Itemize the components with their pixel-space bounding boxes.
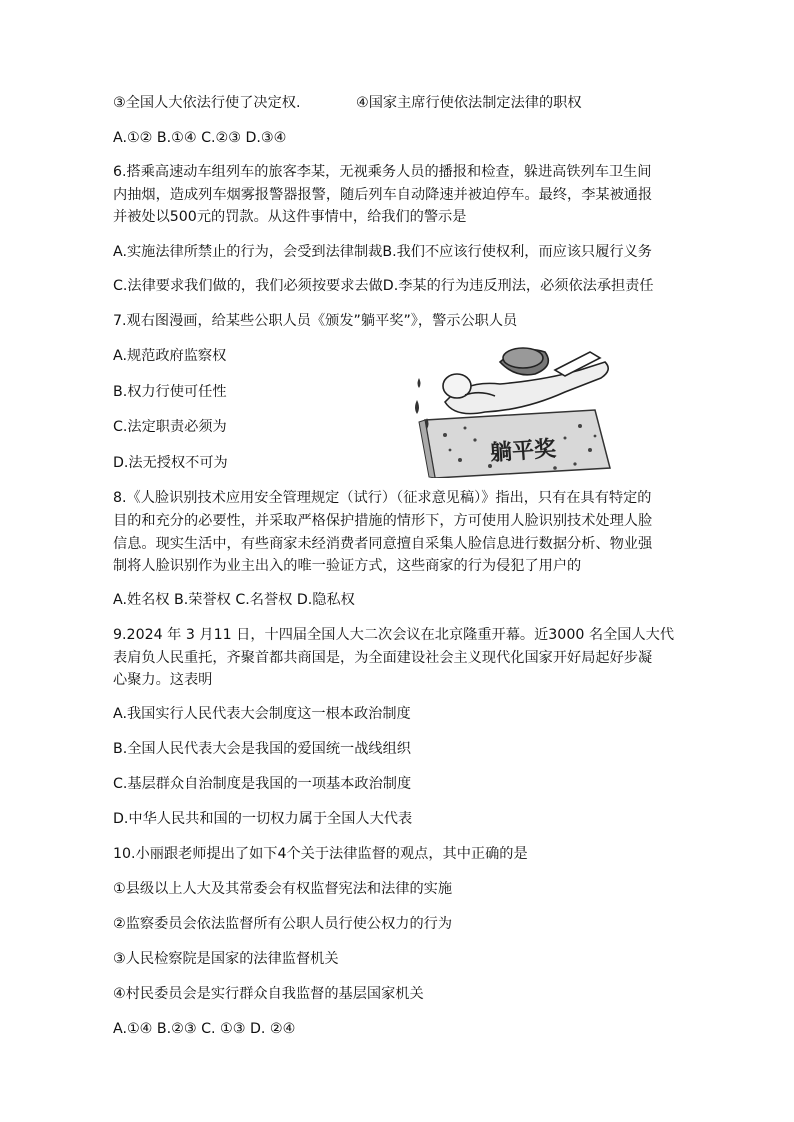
award-sign-text: 躺平奖 — [489, 435, 557, 467]
question-9-option-a: A.我国实行人民代表大会制度这一根本政治制度 — [113, 706, 411, 722]
question-9-option-d: D.中华人民共和国的一切权力属于全国人大代表 — [113, 811, 413, 827]
question-10: 10.小丽跟老师提出了如下4个关于法律监督的观点，其中正确的是 — [113, 846, 528, 862]
question-9-line-1: 9.2024 年 3 月11 日，十四届全国人大二次会议在北京隆重开幕。近3000 名全国人大代 — [113, 627, 675, 643]
question-10-statement-1: ①县级以上人大及其常委会有权监督宪法和法律的实施 — [113, 881, 453, 897]
line-1b: ④国家主席行使依法制定法律的职权 — [356, 95, 582, 111]
question-9-line-3: 心聚力。这表明 — [113, 672, 213, 688]
question-10-statement-4: ④村民委员会是实行群众自我监督的基层国家机关 — [113, 986, 424, 1002]
question-7-option-b: B.权力行使可任性 — [113, 384, 227, 400]
question-7-option-d: D.法无授权不可为 — [113, 455, 228, 471]
question-8-options: A.姓名权 B.荣誉权 C.名誉权 D.隐私权 — [113, 592, 355, 608]
question-10-statement-3: ③人民检察院是国家的法律监督机关 — [113, 951, 339, 967]
question-8-line-1: 8.《人脸识别技术应用安全管理规定（试行）（征求意见稿）》指出，只有在具有特定的 — [113, 490, 652, 506]
question-6-line-3: 并被处以500元的罚款。从这件事情中，给我们的警示是 — [113, 209, 467, 225]
question-6-line-2: 内抽烟，造成列车烟雾报警器报警，随后列车自动降速并被迫停车。最终，李某被通报 — [113, 187, 653, 203]
question-9-option-b: B.全国人民代表大会是我国的爱国统一战线组织 — [113, 741, 411, 757]
line-2: A.①② B.①④ C.②③ D.③④ — [113, 130, 287, 146]
question-8-line-4: 制将人脸识别作为业主出入的唯一验证方式，这些商家的行为侵犯了用户的 — [113, 558, 582, 574]
question-10-options: A.①④ B.②③ C. ①③ D. ②④ — [113, 1021, 296, 1037]
question-6-options-ab: A.实施法律所禁止的行为，会受到法律制裁B.我们不应该行使权利，而应该只履行义务 — [113, 244, 652, 260]
question-9-option-c: C.基层群众自治制度是我国的一项基本政治制度 — [113, 776, 412, 792]
question-7-option-a: A.规范政府监察权 — [113, 348, 227, 364]
question-8-line-2: 目的和充分的必要性，并采取严格保护措施的情形下，方可使用人脸识别技术处理人脸 — [113, 513, 653, 529]
question-7: 7.观右图漫画，给某些公职人员《颁发”躺平奖”》，警示公职人员 — [113, 313, 518, 329]
question-9-line-2: 表肩负人民重托，齐聚首都共商国是，为全面建设社会主义现代化国家开好局起好步凝 — [113, 650, 653, 666]
lying-flat-award-cartoon — [405, 340, 620, 478]
question-10-statement-2: ②监察委员会依法监督所有公职人员行使公权力的行为 — [113, 916, 453, 932]
question-8-line-3: 信息。现实生活中，有些商家未经消费者同意擅自采集人脸信息进行数据分析、物业强 — [113, 536, 653, 552]
lying-official-figure — [443, 348, 608, 414]
question-6-line-1: 6.搭乘高速动车组列车的旅客李某，无视乘务人员的播报和检查，躲进高铁列车卫生间 — [113, 164, 652, 180]
question-6-options-cd: C.法律要求我们做的，我们必须按要求去做D.李某的行为违反刑法，必须依法承担责任 — [113, 278, 654, 294]
line-1a: ③全国人大依法行使了决定权. — [113, 95, 301, 111]
question-7-option-c: C.法定职责必须为 — [113, 419, 227, 435]
